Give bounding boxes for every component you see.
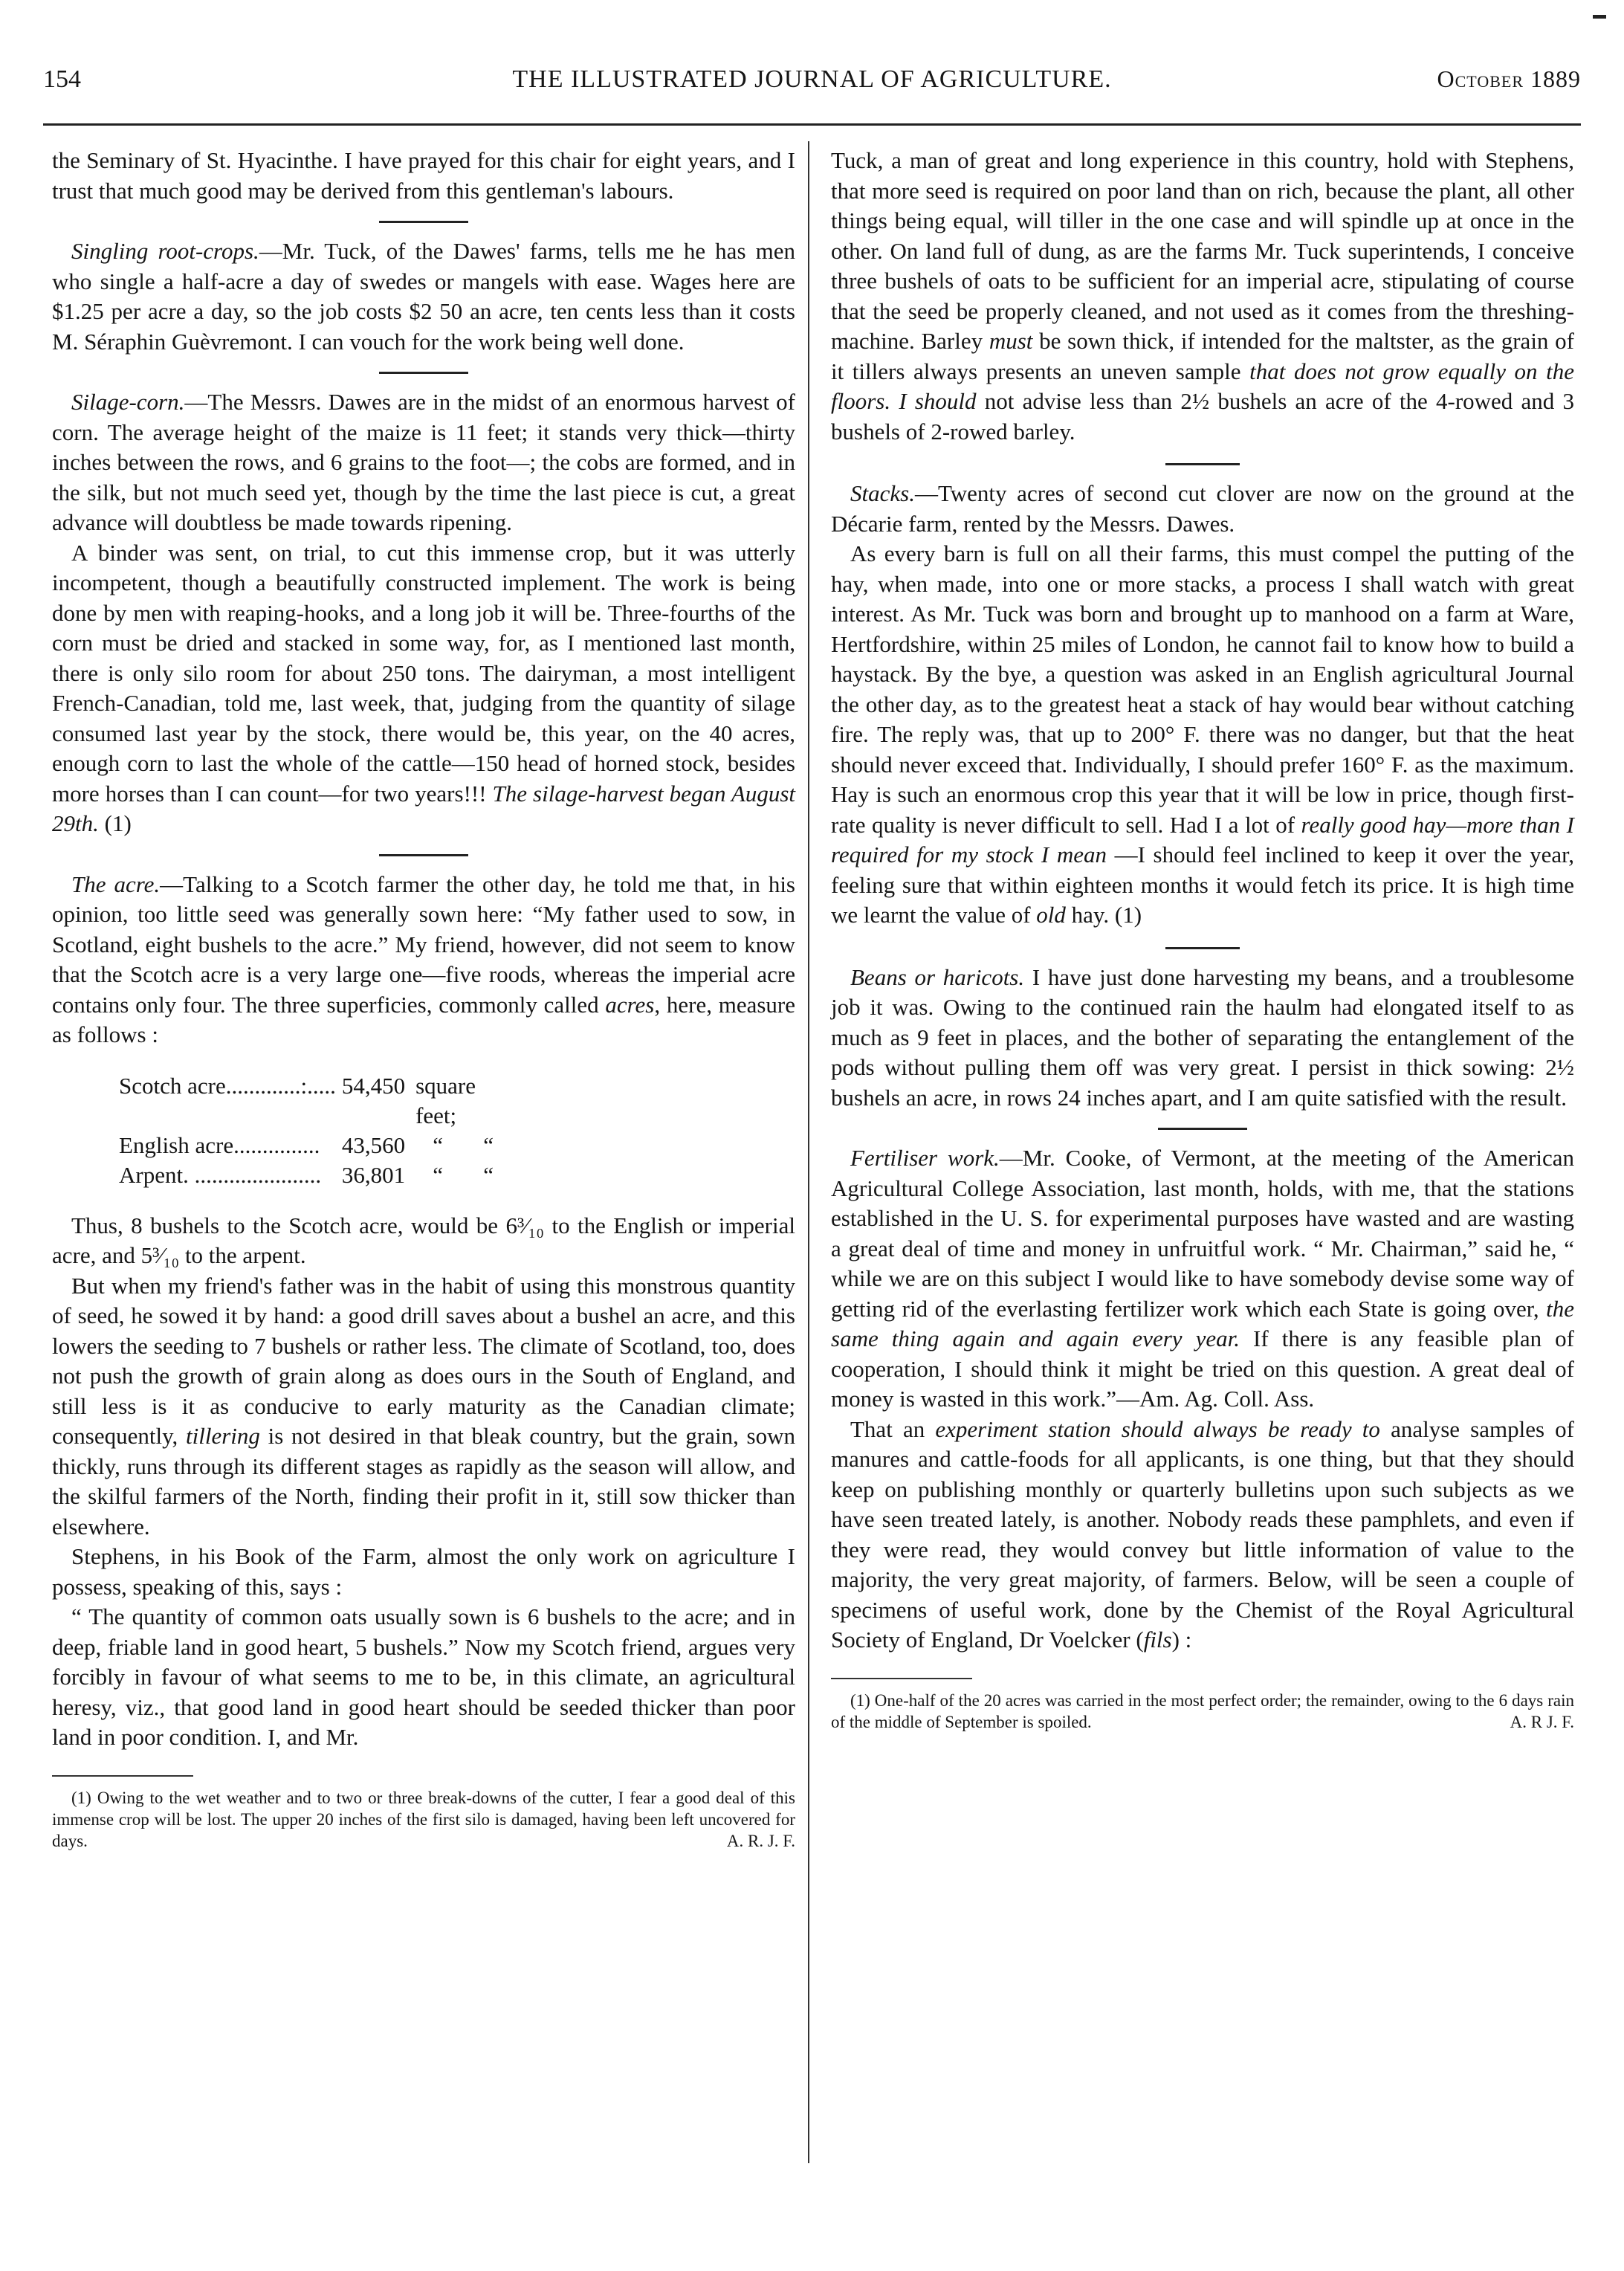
paragraph-quote: “ The quantity of common oats usually sown is 6 bushels to the acre; and in deep, friable land in good heart, 5 bushels.” Now my Scotch friend, argues very forcibly in favour of what seems to me to be, in this climate, an agricultural heresy, viz., that good land in good heart should be seeded thicker than poor land in poor condition. I, and Mr. [52, 1603, 795, 1750]
measure-name: English acre............... [119, 1131, 320, 1158]
paragraph-singling [52, 236, 795, 357]
italic-old: old [1036, 902, 1066, 928]
body-binder: A binder was sent, on trial, to cut this immense crop, but it was utterly incompetent, though a beautifully constructed implement. The work is being done by men with reaping-hooks, and a long job it will be. Three-fourths of the corn must be dried and stacked in some way, for, as I mentioned last month, there is only silo room for about 250 tons. The dairyman, a most intelligent French-Canadian, told me, last week, that, judging from the quantity of silage consumed last year by the stock, there would be, this year, on the 40 acres, enough corn to last the whole of the cattle—150 head of horned stock, besides more horses than I can count—for two years!!! [52, 539, 795, 807]
measure-value: 36,801 [341, 1161, 406, 1188]
italic-good-hay: really good hay—more than I required for my stock I mean [831, 811, 1574, 868]
heading-stacks: Stacks. [850, 480, 915, 506]
measure-unit: “ [433, 1161, 443, 1188]
measure-value: 54,450 [341, 1072, 406, 1099]
footnote-text [52, 1787, 795, 1852]
body-fertiliser-tail: If there is any feasible plan of cooperation, I should think it might be tried on this question. A great deal of money is wasted in this work.”—Am. Ag. Coll. Ass. [831, 1325, 1574, 1412]
section-rule [1165, 463, 1240, 465]
body-tuck-tail: not advise less than 2½ bushels an acre of the 4-rowed and 3 bushels of 2-rowed barley. [831, 388, 1574, 445]
paragraph-experiment [831, 1415, 1574, 1655]
table-row [119, 1131, 517, 1160]
section-rule [379, 854, 468, 856]
table-row [119, 1160, 517, 1190]
footnote-text [831, 1690, 1574, 1733]
journal-title: THE ILLUSTRATED JOURNAL OF AGRICULTURE. [512, 65, 1112, 93]
section-rule [379, 221, 468, 223]
paragraph-but-when [52, 1271, 795, 1542]
measure-value: 43,560 [341, 1131, 406, 1158]
heading-singling: Singling root-crops. [71, 238, 259, 264]
paragraph-acre [52, 870, 795, 1050]
paragraph-stephens: Stephens, in his Book of the Farm, almost the only work on agriculture I possess, speaking of this, says : [52, 1543, 795, 1600]
italic-acres: acres [605, 991, 655, 1018]
body-exp-end: ) : [1171, 1626, 1192, 1653]
running-head [43, 65, 1581, 110]
body-barn-end: hay. (1) [1065, 902, 1142, 928]
footnote-left [52, 1787, 795, 1852]
body-singling: —Mr. Tuck, of the Dawes' farms, tells me he has men who single a half-acre a day of swedes or mangels with ease. Wages here are $1.25 per acre a day, so the job costs $2 50 an acre, ten cents less than it costs M. Séraphin Guèvremont. I can vouch for the work being well done. [52, 238, 795, 355]
right-column [831, 146, 1574, 1733]
body-fertiliser: —Mr. Cooke, of Vermont, at the meeting of the American Agricultural College Association, last month, holds, with me, that the stations established in the U. S. for experimental purposes have wasted and are wasting a great deal of time and money in unfruitful work. “ Mr. Chairman,” said he, “ while we are on this subject I would like to have somebody devise some way of getting rid of the everlasting fertilizer work which each State is going over, [831, 1145, 1574, 1322]
measure-unit: “ [433, 1131, 443, 1158]
paragraph-barn [831, 539, 1574, 931]
measure-ditto: “ [483, 1161, 494, 1188]
italic-experiment: experiment station should always be ready to [935, 1415, 1380, 1442]
footnote-body: (1) One-half of the 20 acres was carried in the most perfect order; the remainder, owing to the 6 days rain of the middle of September is spoiled. [831, 1690, 1574, 1731]
section-rule [1165, 947, 1240, 949]
body-experiment: analyse samples of manures and cattle-foods for all applicants, is one thing, but that they should keep on publishing monthly or quarterly bulletins upon such subjects as we have seen treated lately, is another. Nobody reads these pamphlets, and even if they were read, they would convey but little information of value to the majority, the very great majority, of farmers. Below, will be seen a couple of specimens of useful work, done by the Chemist of the Royal Agricultural Society of England, Dr Voelcker ( [831, 1415, 1574, 1653]
body-exp-start: That an [850, 1415, 936, 1442]
section-rule [379, 372, 468, 374]
heading-fertiliser: Fertiliser work. [850, 1145, 1000, 1171]
body-acre-tail: , here, measure as follows : [52, 991, 796, 1047]
paragraph-stacks [831, 479, 1574, 539]
section-rule [1158, 1128, 1247, 1130]
body-barn-tail: —I should feel inclined to keep it over the year, feeling sure that within eighteen months it would fetch its price. It is high time we learnt the value of [831, 841, 1574, 928]
footnote-rule [831, 1678, 972, 1679]
italic-fils: fils [1143, 1626, 1172, 1653]
paragraph-thus: Thus, 8 bushels to the Scotch acre, would be 6³⁄₁₀ to the English or imperial acre, and 5³⁄₁₀ to the arpent. [52, 1212, 795, 1268]
left-column [52, 146, 795, 1852]
heading-silage: Silage-corn. [71, 389, 185, 415]
footnote-ref: (1) [98, 810, 132, 836]
measure-unit: square feet; [415, 1072, 476, 1128]
body-tuck: Tuck, a man of great and long experience in this country, hold with Stephens, that more seed is required on poor land than on rich, because the plant, all other things being equal, will tiller in the one case and will spindle up at once in the other. On land full of dung, as are the farms Mr. Tuck superintends, I conceive three bushels of oats to be sufficient for an imperial acre, stipulating of course that the seed be properly cleaned, and not used as it comes from the threshing-machine. Barley [831, 147, 1574, 354]
italic-floors: that does not grow equally on the floors. I should [831, 358, 1574, 414]
footnote-body: (1) Owing to the wet weather and to two or three break-downs of the cutter, I fear a good deal of this immense crop will be lost. The upper 20 inches of the first silo is damaged, having been left uncovered for days. [52, 1788, 795, 1850]
body-but-tail: is not desired in that bleak country, but the grain, sown thickly, runs through its different stages as rapidly as the season will allow, and the skilful farmers of the North, finding their profit in it, still sow thicker than elsewhere. [52, 1423, 795, 1540]
heading-acre: The acre. [71, 870, 161, 897]
issue-date: October 1889 [1437, 65, 1581, 92]
measure-name: Scotch acre.............:..... [119, 1072, 336, 1099]
measure-ditto: “ [483, 1131, 494, 1158]
paragraph-silage [52, 387, 795, 538]
measure-name: Arpent. ...................... [119, 1161, 322, 1188]
italic-tillering: tillering [186, 1423, 260, 1449]
corner-mark [1593, 15, 1606, 19]
body-acre: —Talking to a Scotch farmer the other day, he told me that, in his opinion, too little seed was generally sown here: “My father used to sow, in Scotland, eight bushels to the acre.” My friend, however, did not seem to know that the Scotch acre is a very large one—five roods, whereas the imperial acre contains only four. The three superficies, commonly called [52, 870, 796, 1018]
footnote-right [831, 1690, 1574, 1733]
page-number: 154 [43, 65, 81, 93]
column-divider [808, 141, 809, 2163]
body-stacks: —Twenty acres of second cut clover are now on the ground at the Décarie farm, rented by the Messrs. Dawes. [831, 480, 1574, 537]
footnote-rule [52, 1775, 193, 1777]
footnote-signature: A. R. J. F. [726, 1831, 795, 1850]
body-tuck-mid: be sown thick, if intended for the maltster, as the grain of it tillers always presents an uneven sample [831, 328, 1574, 384]
italic-same-thing: the same thing again and again every year. [831, 1295, 1574, 1351]
paragraph-fertiliser [831, 1143, 1574, 1415]
header-rule [43, 123, 1581, 126]
paragraph-seminary: the Seminary of St. Hyacinthe. I have prayed for this chair for eight years, and I trust that much good may be derived from this gentleman's labours. [52, 147, 795, 204]
heading-beans: Beans or haricots. [850, 963, 1025, 990]
body-beans: I have just done harvesting my beans, and a troublesome job it was. Owing to the continued rain the haulm had elongated itself to as much as 9 feet in places, and the bother of separating the entanglement of the pods without pulling them off was very great. I persist in thick sowing: 2½ bushels an acre, in rows 24 inches apart, and I am quite satisfied with the result. [831, 963, 1575, 1111]
italic-must: must [989, 328, 1033, 354]
paragraph-binder [52, 538, 795, 839]
italic-harvest-date: The silage-harvest began August 29th. [52, 780, 795, 836]
paragraph-beans [831, 963, 1574, 1114]
paragraph-tuck [831, 146, 1574, 447]
footnote-signature: A. R J. F. [1510, 1712, 1574, 1731]
acre-measures-table [119, 1071, 517, 1190]
body-silage: —The Messrs. Dawes are in the midst of an enormous harvest of corn. The average height of the maize is 11 feet; it stands very thick—thirty inches between the rows, and 6 grains to the foot—; the cobs are formed, and in the silk, but not much seed yet, though by the time the last piece is cut, a great advance will doubtless be made towards ripening. [52, 389, 795, 535]
body-but-when: But when my friend's father was in the habit of using this monstrous quantity of seed, he sowed it by hand: a good drill saves about a bushel an acre, and this lowers the seeding to 7 bushels or rather less. The climate of Scotland, too, does not push the growth of grain along as does ours in the South of England, and still less is it as conducive to early maturity as the Canadian climate; consequently, [52, 1272, 795, 1449]
table-row [119, 1071, 517, 1131]
body-barn: As every barn is full on all their farms, this must compel the putting of the hay, when made, into one or more stacks, a process I shall watch with great interest. As Mr. Tuck was born and brought up to manhood on a farm at Ware, Hertfordshire, within 25 miles of London, he cannot fail to know how to build a haystack. By the bye, a question was asked in an English agricultural Journal the other day, as to the greatest heat a stack of hay would bear without catching fire. The reply was, that up to 200° F. there was no danger, but that the heat should never exceed that. Individually, I should prefer 160° F. as the maximum. Hay is such an enormous crop this year that it will be low in price, though first-rate quality is never difficult to sell. Had I a lot of [831, 540, 1574, 838]
